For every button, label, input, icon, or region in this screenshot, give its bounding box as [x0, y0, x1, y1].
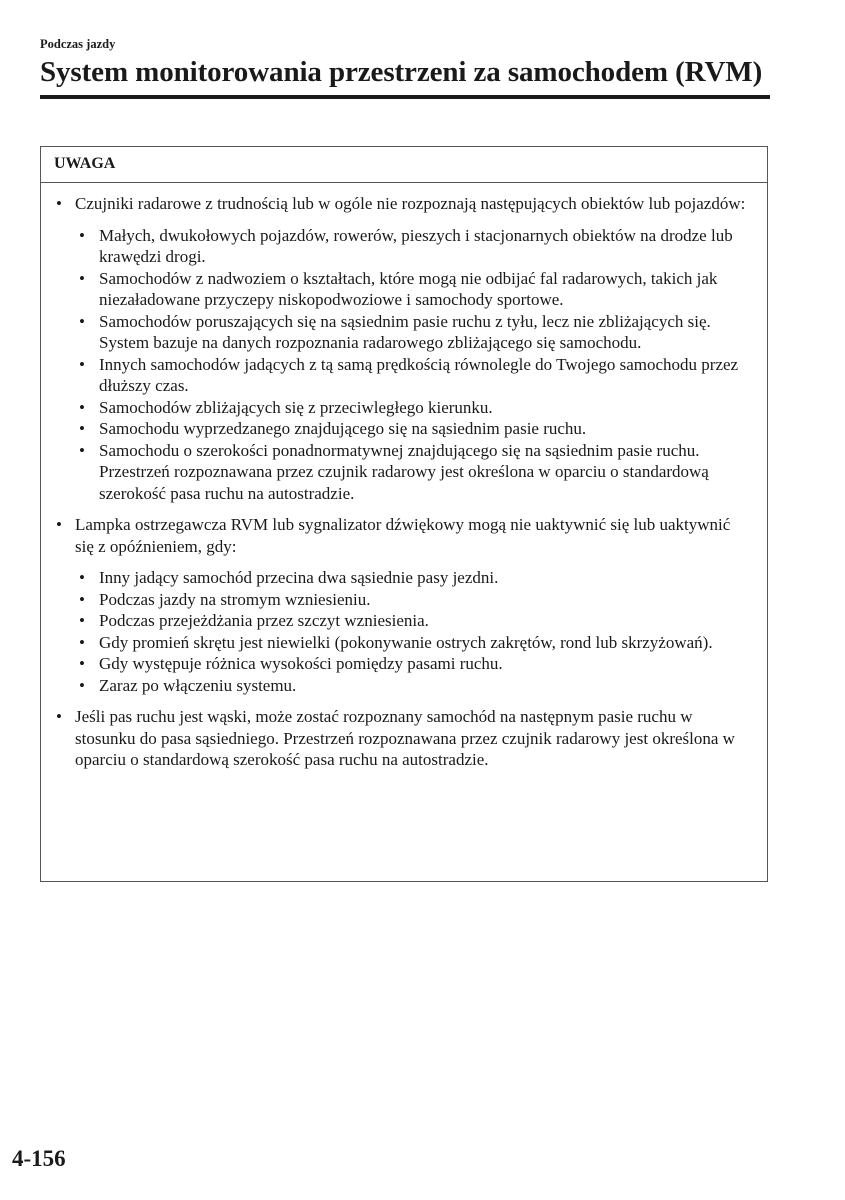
bullet-icon: • — [56, 707, 62, 726]
page-number: 4-156 — [12, 1146, 66, 1171]
sub-item-text: Podczas jazdy na stromym wzniesieniu. — [99, 589, 371, 609]
bullet-icon: • — [79, 589, 85, 609]
caution-heading: UWAGA — [41, 147, 767, 183]
sub-item — [75, 354, 753, 397]
sub-item — [75, 418, 753, 440]
caution-item — [53, 706, 753, 771]
sub-item — [75, 268, 753, 311]
bullet-icon: • — [79, 654, 85, 673]
sub-item — [75, 440, 753, 505]
caution-item-text: Czujniki radarowe z trudnością lub w ogóle nie rozpoznają następujących obiektów lub pojazdów: — [75, 194, 746, 213]
sub-item — [75, 610, 753, 632]
sub-item-text: Zaraz po włączeniu systemu. — [99, 675, 297, 695]
caution-item — [53, 514, 753, 696]
bullet-icon: • — [79, 611, 85, 630]
sub-item-text: Innych samochodów jadących z tą samą prędkością równolegle do Twojego samochodu przez dłuższy czas. — [99, 354, 739, 395]
sub-list — [75, 225, 753, 505]
page-title: System monitorowania przestrzeni za samochodem (RVM) — [40, 56, 763, 88]
sub-item-text: Samochodów z nadwoziem o kształtach, które mogą nie odbijać fal radarowych, takich jak niezaładowane przyczepy niskopodwoziowe i samochody sportowe. — [99, 268, 718, 309]
bullet-icon: • — [79, 268, 85, 288]
title-rule — [40, 95, 770, 99]
sub-item — [75, 653, 753, 675]
sub-item-text: Małych, dwukołowych pojazdów, rowerów, pieszych i stacjonarnych obiektów na drodze lub krawędzi drogi. — [99, 225, 733, 266]
bullet-icon: • — [79, 354, 85, 374]
sub-item — [75, 632, 753, 654]
bullet-icon: • — [79, 311, 85, 331]
caution-item — [53, 193, 753, 504]
sub-item — [75, 311, 753, 354]
bullet-icon: • — [79, 419, 85, 438]
sub-item — [75, 225, 753, 268]
bullet-icon: • — [79, 225, 85, 245]
bullet-icon: • — [79, 440, 85, 460]
bullet-icon: • — [79, 632, 85, 652]
sub-list — [75, 567, 753, 696]
sub-item — [75, 589, 753, 611]
sub-item-text: Samochodów poruszających się na sąsiednim pasie ruchu z tyłu, lecz nie zbliżających się. System bazuje na danych rozpoznania radarowego zbliżającego się samochodu. — [99, 311, 711, 352]
sub-item-text: Podczas przejeżdżania przez szczyt wzniesienia. — [99, 611, 429, 630]
sub-item-text: Gdy promień skrętu jest niewielki (pokonywanie ostrych zakrętów, rond lub skrzyżowań). — [99, 632, 713, 652]
caution-item-text: Jeśli pas ruchu jest wąski, może zostać rozpoznany samochód na następnym pasie ruchu w stosunku do pasa sąsiedniego. Przestrzeń rozpoznawana przez czujnik radarowy jest określona w oparciu o standardową szerokość pasa ruchu na autostradzie. — [75, 707, 735, 769]
bullet-icon: • — [56, 194, 62, 213]
sub-item-text: Inny jadący samochód przecina dwa sąsiednie pasy jezdni. — [99, 568, 499, 587]
sub-item-text: Samochodu wyprzedzanego znajdującego się na sąsiednim pasie ruchu. — [99, 419, 587, 438]
sub-item-text: Samochodów zbliżających się z przeciwległego kierunku. — [99, 397, 493, 417]
sub-item — [75, 675, 753, 697]
sub-item — [75, 567, 753, 589]
caution-box — [40, 146, 768, 882]
section-label: Podczas jazdy — [40, 37, 116, 51]
sub-item-text: Gdy występuje różnica wysokości pomiędzy pasami ruchu. — [99, 654, 503, 673]
sub-item-text: Samochodu o szerokości ponadnormatywnej znajdującego się na sąsiednim pasie ruchu. Przestrzeń rozpoznawana przez czujnik radarowy jest określona w oparciu o standardową szerokość pasa ruchu na autostradzie. — [99, 440, 709, 503]
bullet-icon: • — [79, 568, 85, 587]
bullet-icon: • — [56, 515, 62, 534]
caution-item-text: Lampka ostrzegawcza RVM lub sygnalizator dźwiękowy mogą nie uaktywnić się lub uaktywnić się z opóźnieniem, gdy: — [75, 515, 731, 556]
sub-item — [75, 397, 753, 419]
bullet-icon: • — [79, 397, 85, 417]
bullet-icon: • — [79, 675, 85, 695]
caution-body — [41, 183, 767, 771]
